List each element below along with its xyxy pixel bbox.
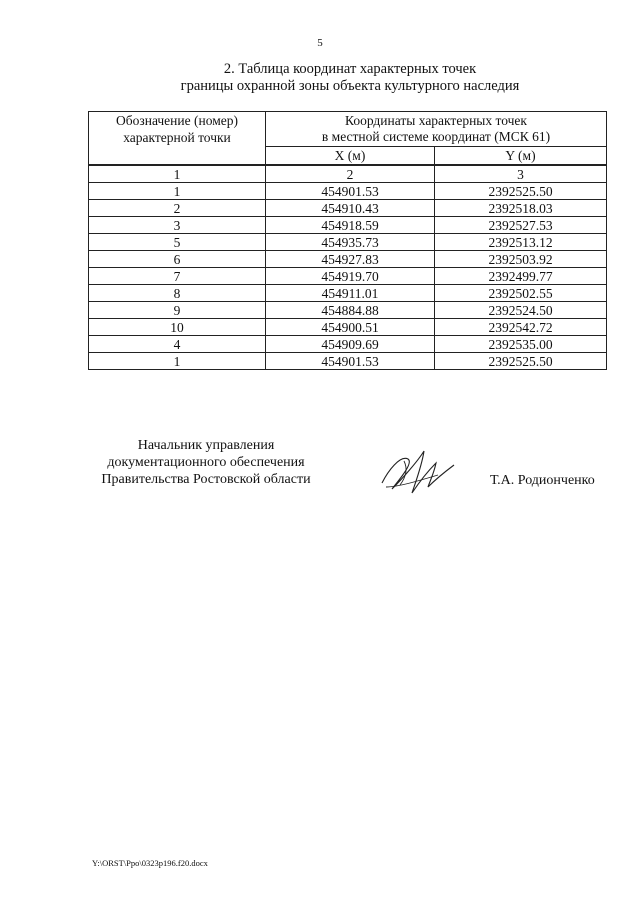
header-x: X (м): [266, 147, 435, 166]
point-designation: 5: [89, 234, 266, 251]
point-designation: 8: [89, 285, 266, 302]
y-coordinate: 2392527.53: [435, 217, 607, 234]
position-line-3: Правительства Ростовской области: [101, 472, 311, 487]
point-designation: 3: [89, 217, 266, 234]
point-designation: 10: [89, 319, 266, 336]
x-coordinate: 454910.43: [266, 200, 435, 217]
signatory-position: [86, 437, 326, 488]
file-path: Y:\ORST\Ppo\0323p196.f20.docx: [92, 858, 208, 868]
x-coordinate: 454919.70: [266, 268, 435, 285]
table-body: [89, 165, 607, 370]
y-coordinate: 2392499.77: [435, 268, 607, 285]
x-coordinate: 454918.59: [266, 217, 435, 234]
column-number: 3: [435, 165, 607, 183]
point-designation: 1: [89, 183, 266, 200]
header-y: Y (м): [435, 147, 607, 166]
table-row: [89, 353, 607, 370]
handwritten-signature: [378, 441, 458, 501]
position-line-1: Начальник управления: [137, 438, 275, 453]
y-coordinate: 2392525.50: [435, 353, 607, 370]
table-row: [89, 217, 607, 234]
y-coordinate: 2392513.12: [435, 234, 607, 251]
table-row: [89, 234, 607, 251]
point-designation: 9: [89, 302, 266, 319]
x-coordinate: 454901.53: [266, 353, 435, 370]
point-designation: 6: [89, 251, 266, 268]
y-coordinate: 2392535.00: [435, 336, 607, 353]
header-point-designation: Обозначение (номер) характерной точки: [89, 112, 266, 166]
point-designation: 1: [89, 353, 266, 370]
header-coordinates: Координаты характерных точек в местной системе координат (МСК 61): [266, 112, 607, 147]
x-coordinate: 454909.69: [266, 336, 435, 353]
table-row: [89, 251, 607, 268]
column-number: 2: [266, 165, 435, 183]
table-row: [89, 319, 607, 336]
x-coordinate: 454900.51: [266, 319, 435, 336]
x-coordinate: 454911.01: [266, 285, 435, 302]
y-coordinate: 2392525.50: [435, 183, 607, 200]
table-row: [89, 268, 607, 285]
point-designation: 7: [89, 268, 266, 285]
x-coordinate: 454884.88: [266, 302, 435, 319]
table-row: [89, 285, 607, 302]
title-line-2: границы охранной зоны объекта культурного наследия: [180, 78, 520, 94]
table-row: [89, 302, 607, 319]
y-coordinate: 2392502.55: [435, 285, 607, 302]
point-designation: 4: [89, 336, 266, 353]
position-line-2: документационного обеспечения: [107, 455, 305, 470]
y-coordinate: 2392524.50: [435, 302, 607, 319]
table-row: [89, 183, 607, 200]
y-coordinate: 2392518.03: [435, 200, 607, 217]
column-number: 1: [89, 165, 266, 183]
point-designation: 2: [89, 200, 266, 217]
y-coordinate: 2392503.92: [435, 251, 607, 268]
table-row: [89, 336, 607, 353]
coordinates-table: [88, 111, 607, 370]
table-title: [0, 61, 640, 95]
x-coordinate: 454927.83: [266, 251, 435, 268]
x-coordinate: 454935.73: [266, 234, 435, 251]
title-line-1: 2. Таблица координат характерных точек: [223, 61, 477, 77]
column-numbering-row: [89, 165, 607, 183]
y-coordinate: 2392542.72: [435, 319, 607, 336]
x-coordinate: 454901.53: [266, 183, 435, 200]
signer-name: Т.А. Родионченко: [490, 473, 595, 488]
table-row: [89, 200, 607, 217]
page-number: 5: [317, 37, 323, 49]
